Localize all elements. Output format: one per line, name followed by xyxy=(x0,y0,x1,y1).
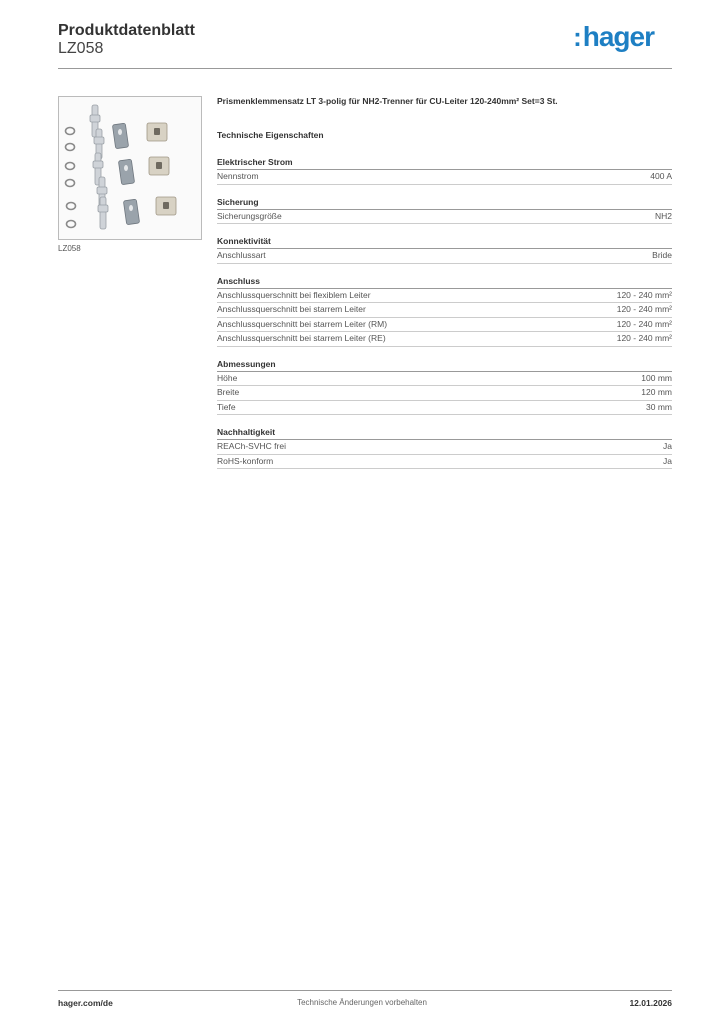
property-value: Ja xyxy=(663,455,672,466)
group-title: Sicherung xyxy=(217,197,672,210)
property-label: Anschlussquerschnitt bei starrem Leiter xyxy=(217,304,366,314)
property-label: REACh-SVHC frei xyxy=(217,441,286,451)
property-label: Breite xyxy=(217,387,240,397)
group-title: Abmessungen xyxy=(217,359,672,372)
group-title: Konnektivität xyxy=(217,236,672,249)
property-label: Nennstrom xyxy=(217,171,259,181)
property-value: 400 A xyxy=(650,171,672,181)
property-value: 120 mm xyxy=(641,387,672,397)
property-row xyxy=(217,455,672,470)
datasheet-content xyxy=(217,96,672,481)
footer-divider xyxy=(58,990,672,991)
page-header xyxy=(58,20,672,70)
property-label: Anschlussart xyxy=(217,250,266,260)
property-value: Ja xyxy=(663,441,672,451)
footer-notice: Technische Änderungen vorbehalten xyxy=(297,998,427,1007)
product-image xyxy=(58,96,202,240)
document-title: Produktdatenblatt xyxy=(58,22,195,39)
property-value: 100 mm xyxy=(641,372,672,383)
group-sicherung xyxy=(217,197,672,225)
property-value: 120 - 240 mm² xyxy=(616,333,672,343)
property-value: 120 - 240 mm² xyxy=(616,318,672,329)
group-konnektivitaet xyxy=(217,236,672,264)
group-title: Elektrischer Strom xyxy=(217,157,672,170)
property-row xyxy=(217,289,672,304)
group-elektrischer-strom xyxy=(217,157,672,185)
property-row xyxy=(217,332,672,347)
header-divider xyxy=(58,68,672,69)
property-label: Höhe xyxy=(217,372,238,383)
property-value: 120 - 240 mm² xyxy=(616,289,672,300)
group-anschluss xyxy=(217,276,672,347)
property-value: NH2 xyxy=(654,210,672,221)
prism-clamp-set-illustration xyxy=(59,97,201,239)
property-label: Anschlussquerschnitt bei starrem Leiter (RM) xyxy=(217,318,388,329)
group-title: Nachhaltigkeit xyxy=(217,427,672,440)
logo-text: hager xyxy=(582,21,654,52)
property-label: Sicherungsgröße xyxy=(217,210,282,221)
property-value: 120 - 240 mm² xyxy=(616,304,672,314)
property-value: 30 mm xyxy=(646,401,672,412)
product-description: Prismenklemmensatz LT 3-polig für NH2-Trenner für CU-Leiter 120-240mm² Set=3 St. xyxy=(217,96,558,106)
property-row xyxy=(217,210,672,225)
property-row xyxy=(217,440,672,455)
footer-website-link[interactable]: hager.com/de xyxy=(58,998,113,1008)
property-row xyxy=(217,303,672,318)
footer-date: 12.01.2026 xyxy=(629,998,672,1008)
property-row xyxy=(217,249,672,264)
property-value: Bride xyxy=(652,250,672,260)
properties-heading: Technische Eigenschaften xyxy=(217,130,324,140)
property-row xyxy=(217,401,672,416)
hager-logo xyxy=(573,21,654,53)
property-label: Anschlussquerschnitt bei flexiblem Leiter xyxy=(217,289,371,300)
property-row xyxy=(217,318,672,333)
product-code: LZ058 xyxy=(58,40,104,57)
logo-prefix: : xyxy=(573,22,582,52)
group-abmessungen xyxy=(217,359,672,416)
image-caption: LZ058 xyxy=(58,244,81,253)
property-label: Anschlussquerschnitt bei starrem Leiter (RE) xyxy=(217,333,386,343)
group-nachhaltigkeit xyxy=(217,427,672,469)
group-title: Anschluss xyxy=(217,276,672,289)
property-row xyxy=(217,386,672,401)
property-label: RoHS-konform xyxy=(217,455,274,466)
property-label: Tiefe xyxy=(217,401,236,412)
property-row xyxy=(217,372,672,387)
property-row xyxy=(217,170,672,185)
